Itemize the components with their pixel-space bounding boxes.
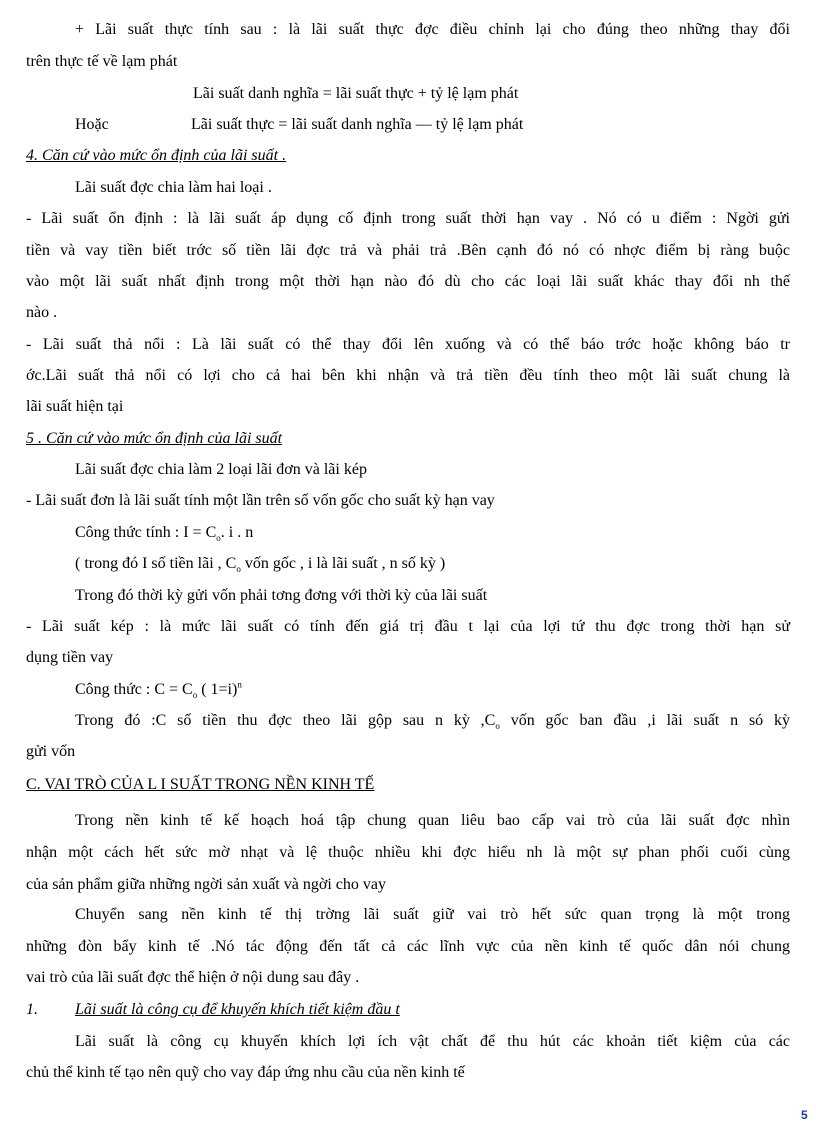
paragraph-line: chủ thể kinh tế tạo nên quỹ cho vay đáp ứng nhu cầu của nền kinh tế <box>26 1064 465 1081</box>
paragraph-line: những đòn bẩy kinh tế .Nó tác động đến tất cả các lĩnh vực của nền kinh tế quốc dân nói chung <box>26 938 790 955</box>
paragraph-line: Lãi suất đợc chia làm hai loại . <box>75 179 272 196</box>
paragraph-line: ớc.Lãi suất thả nổi có lợi cho cả hai bên khi nhận và trả tiền đều tính theo một lãi suất chung là <box>26 367 790 384</box>
chapter-heading-text: C. VAI TRÒ CỦA L I SUẤT TRONG NỀN KINH TẾ <box>26 776 375 793</box>
paragraph-line: trên thực tế về lạm phát <box>26 53 178 70</box>
paragraph-line: nhận một cách hết sức mờ nhạt và lệ thuộc nhiều khi đợc hiểu nh là một sự phan phối cuối cùng <box>26 844 790 861</box>
formula-line: Lãi suất thực = lãi suất danh nghĩa — tỷ lệ lạm phát <box>191 116 524 133</box>
paragraph-line: nào . <box>26 304 58 321</box>
subsection-number: 1. <box>26 1001 38 1018</box>
paragraph-line: vai trò của lãi suất đợc thể hiện ở nội dung sau đây . <box>26 969 360 986</box>
section-heading-4 <box>26 146 790 166</box>
paragraph-line: Trong đó thời kỳ gửi vốn phải tơng đơng với thời kỳ của lãi suất <box>75 587 488 604</box>
paragraph-line: lãi suất hiện tại <box>26 398 124 415</box>
formula-line: Lãi suất danh nghĩa = lãi suất thực + tỷ lệ lạm phát <box>193 85 519 102</box>
paragraph-line: của sản phẩm giữa những ngời sản xuất và ngời cho vay <box>26 876 386 893</box>
paragraph-line: dụng tiền vay <box>26 649 114 666</box>
paragraph-line: Chuyển sang nền kinh tế thị trờng lãi suất giữ vai trò hết sức quan trọng là một trong <box>75 906 790 923</box>
formula-line: Công thức : $C = C_o$ ( 1=i)$^n$ <box>75 679 242 701</box>
paragraph-line: Trong đó :C số tiền thu đợc theo lãi gộp sau n kỳ $,C_o$ vốn gốc ban đầu ,i lãi suất n só kỳ <box>75 712 791 732</box>
subsection-heading-text: Lãi suất là công cụ để khuyến khích tiết kiệm đầu t <box>75 1001 400 1018</box>
paragraph-line: Trong nền kinh tế kế hoạch hoá tập chung quan liêu bao cấp vai trò của lãi suất đợc nhìn <box>75 812 790 829</box>
subsection-heading-1 <box>75 1000 816 1020</box>
paragraph-line: Lãi suất là công cụ khuyến khích lợi ích vật chất để thu hút các khoản tiết kiệm của các <box>75 1033 790 1050</box>
formula-line: Công thức tính : $I = C_o$. i . n <box>75 524 254 544</box>
paragraph-line: tiền và vay tiền biết trớc số tiền lãi đợc trả và phải trả .Bên cạnh đó nó có nhợc điểm bị ràng buộc <box>26 242 790 259</box>
formula-label: Hoặc <box>75 116 109 133</box>
paragraph-line: Lãi suất đợc chia làm 2 loại lãi đơn và lãi kép <box>75 461 367 478</box>
section-heading-text: 5 . Căn cứ vào mức ổn định của lãi suất <box>26 430 283 447</box>
paragraph-line: - Lãi suất kép : là mức lãi suất có tính đến giá trị đầu t lại của lợi tứ thu đợc trong thời hạn sử <box>26 618 790 635</box>
chapter-heading-c <box>26 775 790 795</box>
paragraph-line: vào một lãi suất nhất định trong một thời hạn nào đó dù cho các loại lãi suất khác thay đổi nh thế <box>26 273 790 290</box>
paragraph-line: - Lãi suất ổn định : là lãi suất áp dụng cố định trong suất thời hạn vay . Nó có u điểm : Ngời gửi <box>26 210 790 227</box>
paragraph-line: - Lãi suất đơn là lãi suất tính một lần trên số vốn gốc cho suất kỳ hạn vay <box>26 492 495 509</box>
paragraph-line: - Lãi suất thả nổi : Là lãi suất có thể thay đổi lên xuống và có thể báo trớc hoặc không báo tr <box>26 336 790 353</box>
page-number: 5 <box>801 1108 808 1122</box>
section-heading-5 <box>26 429 790 449</box>
paragraph-line: + Lãi suất thực tính sau : là lãi suất thực đợc điều chỉnh lại cho đúng theo những thay đổi <box>75 21 790 38</box>
paragraph-line: gửi vốn <box>26 743 76 760</box>
formula-line: ( trong đó I số tiền lãi , $C_o$ vốn gốc , i là lãi suất , n số kỳ ) <box>75 555 446 575</box>
section-heading-text: 4. Căn cứ vào mức ổn định của lãi suất . <box>26 147 287 164</box>
